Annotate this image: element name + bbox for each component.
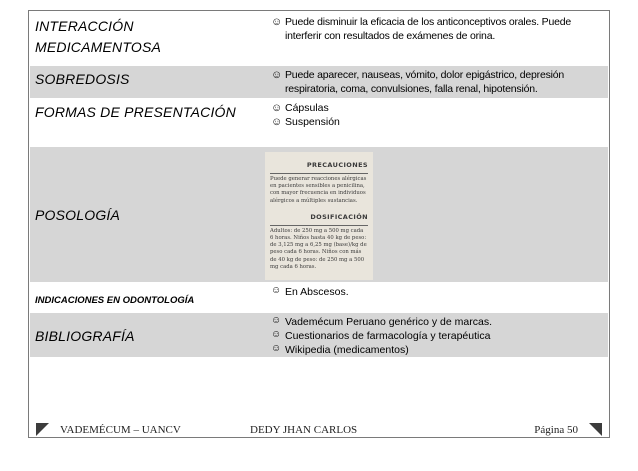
footer-page-number: Página 50 bbox=[534, 424, 578, 436]
smiley-bullet-icon: ☺ bbox=[271, 16, 283, 28]
row-bibliografia bbox=[30, 312, 608, 358]
row-posologia bbox=[30, 146, 608, 282]
smiley-bullet-icon: ☺ bbox=[271, 69, 283, 81]
dosificacion-text: Adultos: de 250 mg a 500 mg cada 6 horas. Niños hasta 40 kg de peso: de 3,125 mg a 6,25 mg (base)/kg de peso cada 6 horas. Niños con más de 40 kg de peso: de 250 mg a 500 mg cada 6 horas. bbox=[270, 227, 367, 270]
row-label: POSOLOGÍA bbox=[35, 207, 121, 224]
row-label: SOBREDOSIS bbox=[30, 65, 257, 98]
row-label: INDICACIONES EN ODONTOLOGÍA bbox=[30, 282, 257, 312]
bullet-item: ☺ Wikipedia (medicamentos) bbox=[271, 342, 409, 356]
row-sobredosis bbox=[30, 65, 608, 98]
page-footer bbox=[36, 423, 602, 437]
footer-left-triangle-icon bbox=[36, 423, 49, 436]
smiley-bullet-icon: ☺ bbox=[271, 314, 282, 326]
row-label: FORMAS DE PRESENTACIÓN bbox=[30, 98, 257, 146]
bullet-item: ☺ Vademécum Peruano genérico y de marcas. bbox=[271, 314, 492, 328]
row-interaccion bbox=[30, 13, 608, 65]
precauciones-text: Puede generar reacciones alérgicas en pacientes sensibles a penicilina, con mayor frecuencia en individuos alérgicos a múltiples sustancias. bbox=[270, 176, 367, 204]
dosificacion-heading: DOSIFICACIÓN bbox=[310, 212, 368, 221]
row-label: BIBLIOGRAFÍA bbox=[35, 327, 135, 344]
smiley-bullet-icon: ☺ bbox=[271, 101, 283, 114]
row-label: INTERACCIÓN MEDICAMENTOSA bbox=[30, 13, 257, 65]
smiley-bullet-icon: ☺ bbox=[271, 284, 282, 296]
footer-left-text: VADEMÉCUM – UANCV bbox=[60, 424, 181, 436]
bullet-item: ☺ Cuestionarios de farmacología y terapéutica bbox=[271, 328, 491, 342]
precauciones-heading: PRECAUCIONES bbox=[306, 161, 368, 169]
footer-right-triangle-icon bbox=[589, 423, 602, 436]
scanned-dosage-excerpt bbox=[265, 152, 373, 280]
bullet-item: ☺ Puede aparecer, nauseas, vómito, dolor epigástrico, depresión respiratoria, coma, convulsiones, falla renal, hipotensión. bbox=[271, 69, 565, 95]
bullet-item: ☺ En Abscesos. bbox=[271, 284, 349, 298]
smiley-bullet-icon: ☺ bbox=[271, 342, 282, 354]
drug-info-table bbox=[30, 13, 608, 358]
bullet-item: ☺ Puede disminuir la eficacia de los anticonceptivos orales. Puede interferir con resultados de exámenes de orina. bbox=[271, 16, 572, 42]
bullet-item: ☺ Cápsulas bbox=[271, 101, 329, 114]
footer-author: DEDY JHAN CARLOS bbox=[250, 424, 358, 436]
row-formas bbox=[30, 98, 608, 146]
smiley-bullet-icon: ☺ bbox=[271, 328, 282, 340]
smiley-bullet-icon: ☺ bbox=[271, 115, 283, 128]
row-indicaciones bbox=[30, 282, 608, 312]
bullet-item: ☺ Suspensión bbox=[271, 115, 340, 128]
